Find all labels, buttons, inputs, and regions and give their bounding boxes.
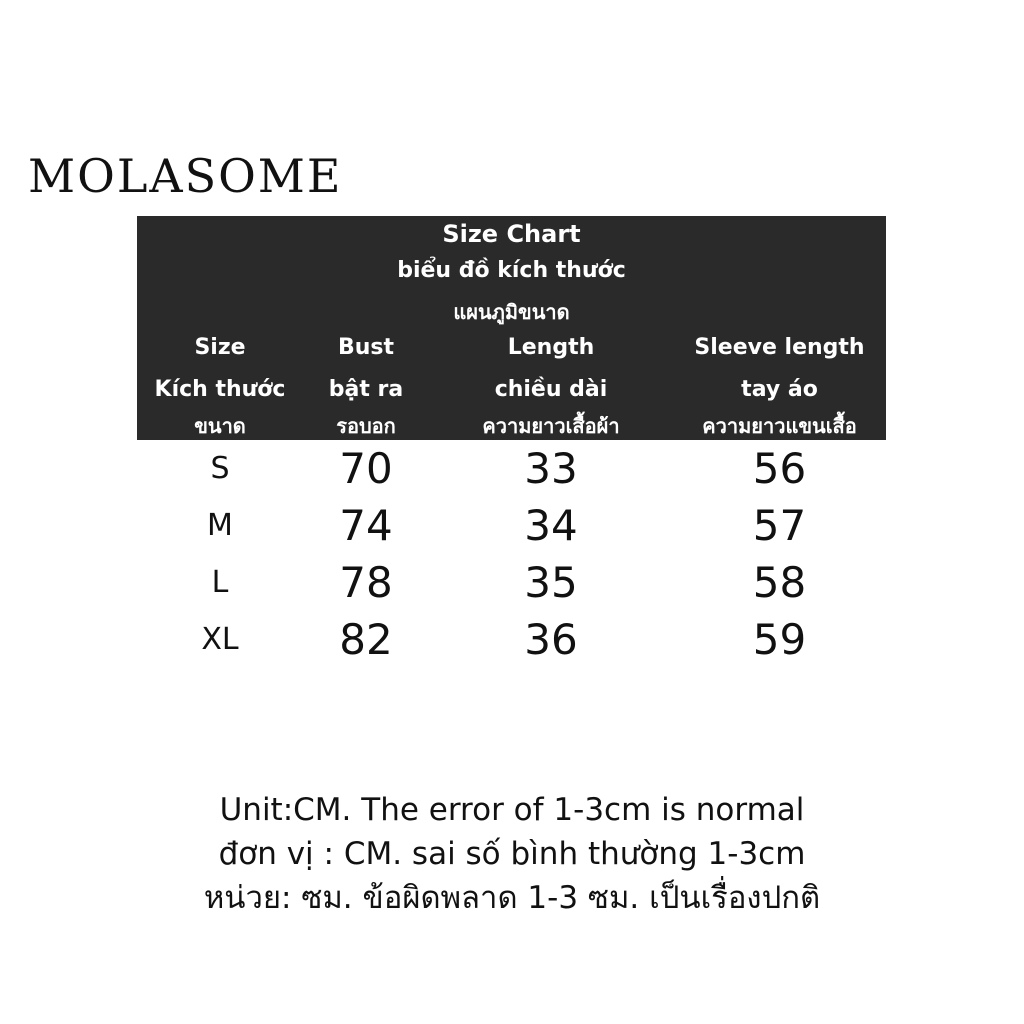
length-cell: 34 (524, 501, 578, 550)
bust-cell: 82 (339, 615, 393, 664)
size-table-body (137, 440, 886, 668)
length-cell: 36 (524, 615, 578, 664)
table-row (137, 611, 886, 668)
column-label-th: ความยาวเสื้อผ้า (482, 414, 620, 438)
sleeve-cell: 58 (752, 558, 807, 607)
length-cell: 35 (524, 558, 578, 607)
column-header-size (137, 328, 303, 440)
note-en: Unit:CM. The error of 1-3cm is normal (219, 792, 805, 828)
bust-cell: 70 (339, 444, 393, 493)
table-row (137, 497, 886, 554)
size-chart-header (137, 216, 886, 440)
column-label-vi: chiều dài (494, 377, 608, 402)
chart-title-th: แผนภูมิขนาด (453, 300, 570, 324)
bust-cell: 74 (339, 501, 393, 550)
chart-title-vi: biểu đồ kích thước (397, 258, 626, 283)
note-th: หน่วย: ซม. ข้อผิดพลาด 1-3 ซม. เป็นเรื่องปกติ (203, 880, 821, 916)
column-label-en: Sleeve length (694, 335, 865, 360)
size-cell: S (210, 451, 230, 486)
length-cell: 33 (524, 444, 578, 493)
column-label-en: Size (194, 335, 246, 360)
table-row (137, 554, 886, 611)
note-vi: đơn vị : CM. sai số bình thường 1-3cm (218, 836, 806, 872)
size-cell: M (207, 508, 233, 543)
column-label-th: ขนาด (194, 414, 246, 438)
column-label-vi: Kích thước (154, 377, 286, 402)
column-label-th: รอบอก (336, 414, 396, 438)
sleeve-cell: 57 (752, 501, 807, 550)
bust-cell: 78 (339, 558, 393, 607)
size-cell: L (211, 565, 229, 600)
column-label-vi: bật ra (328, 377, 404, 402)
size-cell: XL (201, 622, 239, 657)
column-header-length (429, 328, 673, 440)
measurement-notes (0, 788, 1024, 920)
table-row (137, 440, 886, 497)
brand-logo: MOLASOME (28, 149, 343, 203)
sleeve-cell: 56 (752, 444, 807, 493)
column-label-th: ความยาวแขนเสื้อ (702, 414, 857, 438)
column-header-bust (303, 328, 429, 440)
chart-title-en: Size Chart (442, 220, 581, 248)
sleeve-cell: 59 (752, 615, 807, 664)
column-label-en: Length (507, 335, 595, 360)
column-label-en: Bust (337, 335, 395, 360)
column-label-vi: tay áo (741, 377, 818, 402)
column-header-sleeve-length (673, 328, 886, 440)
